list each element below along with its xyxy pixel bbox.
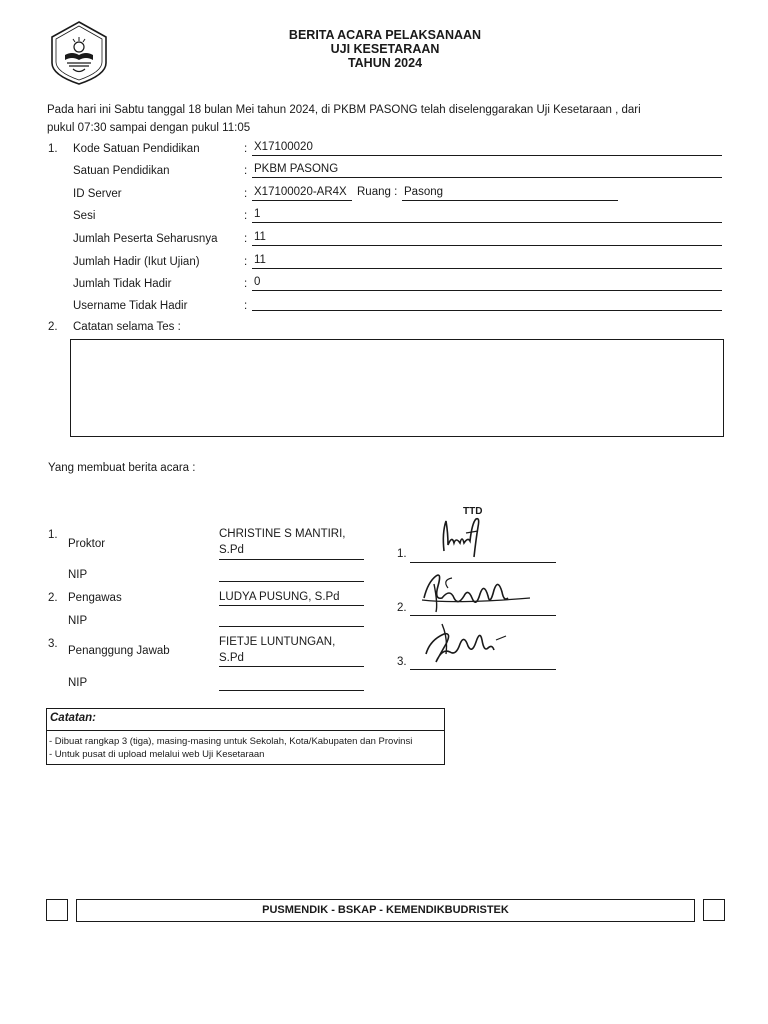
field-value-sesi: 1 xyxy=(254,208,261,220)
field-underline xyxy=(252,200,352,201)
footer-left-square xyxy=(46,899,68,921)
nip-underline xyxy=(219,690,364,691)
signatory-3-number: 3. xyxy=(48,638,58,650)
signatory-1-name-line-1: CHRISTINE S MANTIRI, xyxy=(219,528,346,540)
field-label-kode: Kode Satuan Pendidikan xyxy=(73,143,200,155)
signatory-3-nip-label: NIP xyxy=(68,677,88,689)
signature-3-image xyxy=(422,618,512,668)
nip-underline xyxy=(219,581,364,582)
field-value-satuan: PKBM PASONG xyxy=(254,163,339,175)
section-1-number: 1. xyxy=(48,143,58,155)
title-line-3: TAHUN 2024 xyxy=(347,56,423,70)
intro-line-1: Pada hari ini Sabtu tanggal 18 bulan Mei tahun 2024, di PKBM PASONG telah diselenggarakan Uji Kesetaraan , dari xyxy=(47,104,641,116)
catatan-item: - Dibuat rangkap 3 (tiga), masing-masing untuk Sekolah, Kota/Kabupaten dan Provinsi xyxy=(49,736,413,747)
field-value-hadir: 11 xyxy=(254,254,266,266)
notes-box xyxy=(70,339,724,437)
field-colon: : xyxy=(244,210,248,222)
signature-2-image xyxy=(418,568,538,618)
maker-label: Yang membuat berita acara : xyxy=(48,462,196,474)
field-value-kode: X17100020 xyxy=(254,141,313,153)
signature-3-number: 3. xyxy=(397,656,407,668)
title-line-1: BERITA ACARA PELAKSANAAN xyxy=(288,28,482,42)
section-2-label: Catatan selama Tes : xyxy=(73,321,181,333)
name-underline xyxy=(219,605,364,606)
intro-paragraph xyxy=(47,101,727,137)
signatory-3-role: Penanggung Jawab xyxy=(68,645,170,657)
signatory-1-name-line-2: S.Pd xyxy=(219,544,244,556)
field-value-peserta: 11 xyxy=(254,231,266,243)
signature-1-number: 1. xyxy=(397,548,407,560)
signatory-3-name xyxy=(219,634,335,666)
ministry-logo xyxy=(45,19,113,87)
field-colon: : xyxy=(244,143,248,155)
footer-right-square xyxy=(703,899,725,921)
field-value-tidak-hadir: 0 xyxy=(254,276,261,288)
catatan-box xyxy=(46,708,445,765)
ttd-label: TTD xyxy=(463,506,483,517)
field-label-ruang: Ruang : xyxy=(357,186,398,198)
field-colon: : xyxy=(244,300,248,312)
field-underline xyxy=(252,177,722,178)
catatan-item: - Untuk pusat di upload melalui web Uji Kesetaraan xyxy=(49,749,265,760)
intro-line-2: pukul 07:30 sampai dengan pukul 11:05 xyxy=(47,122,251,134)
name-underline xyxy=(219,666,364,667)
signatory-1-nip-label: NIP xyxy=(68,569,88,581)
nip-underline xyxy=(219,626,364,627)
signatory-2-number: 2. xyxy=(48,592,58,604)
signatory-1-name xyxy=(219,526,346,558)
field-label-username: Username Tidak Hadir xyxy=(73,300,188,312)
field-label-hadir: Jumlah Hadir (Ikut Ujian) xyxy=(73,256,200,268)
signature-1-image xyxy=(436,513,486,561)
title-line-2: UJI KESETARAAN xyxy=(330,42,440,56)
field-colon: : xyxy=(244,188,248,200)
field-underline xyxy=(252,268,722,269)
field-colon: : xyxy=(244,165,248,177)
field-underline xyxy=(252,222,722,223)
field-underline xyxy=(252,155,722,156)
field-value-id-server: X17100020-AR4X xyxy=(254,186,347,198)
signatory-3-name-line-1: FIETJE LUNTUNGAN, xyxy=(219,636,336,648)
field-label-satuan: Satuan Pendidikan xyxy=(73,165,170,177)
field-underline xyxy=(252,310,722,311)
field-label-peserta: Jumlah Peserta Seharusnya xyxy=(73,233,218,245)
document-title xyxy=(230,28,540,70)
signature-2-number: 2. xyxy=(397,602,407,614)
field-label-id-server: ID Server xyxy=(73,188,122,200)
signatory-3-name-line-2: S.Pd xyxy=(219,652,244,664)
field-underline xyxy=(402,200,618,201)
catatan-heading: Catatan: xyxy=(47,709,444,731)
field-underline xyxy=(252,290,722,291)
name-underline xyxy=(219,559,364,560)
field-value-ruang: Pasong xyxy=(404,186,444,198)
field-underline xyxy=(252,245,722,246)
field-label-sesi: Sesi xyxy=(73,210,96,222)
field-colon: : xyxy=(244,233,248,245)
field-label-tidak-hadir: Jumlah Tidak Hadir xyxy=(73,278,172,290)
signatory-2-name: LUDYA PUSUNG, S.Pd xyxy=(219,591,340,603)
signatory-1-role: Proktor xyxy=(68,538,106,550)
signature-underline xyxy=(410,562,556,563)
signatory-2-role: Pengawas xyxy=(68,592,122,604)
signatory-2-nip-label: NIP xyxy=(68,615,88,627)
signatory-1-number: 1. xyxy=(48,529,58,541)
field-colon: : xyxy=(244,278,248,290)
field-colon: : xyxy=(244,256,248,268)
signature-underline xyxy=(410,669,556,670)
footer-bar: PUSMENDIK - BSKAP - KEMENDIKBUDRISTEK xyxy=(76,899,695,922)
section-2-number: 2. xyxy=(48,321,58,333)
